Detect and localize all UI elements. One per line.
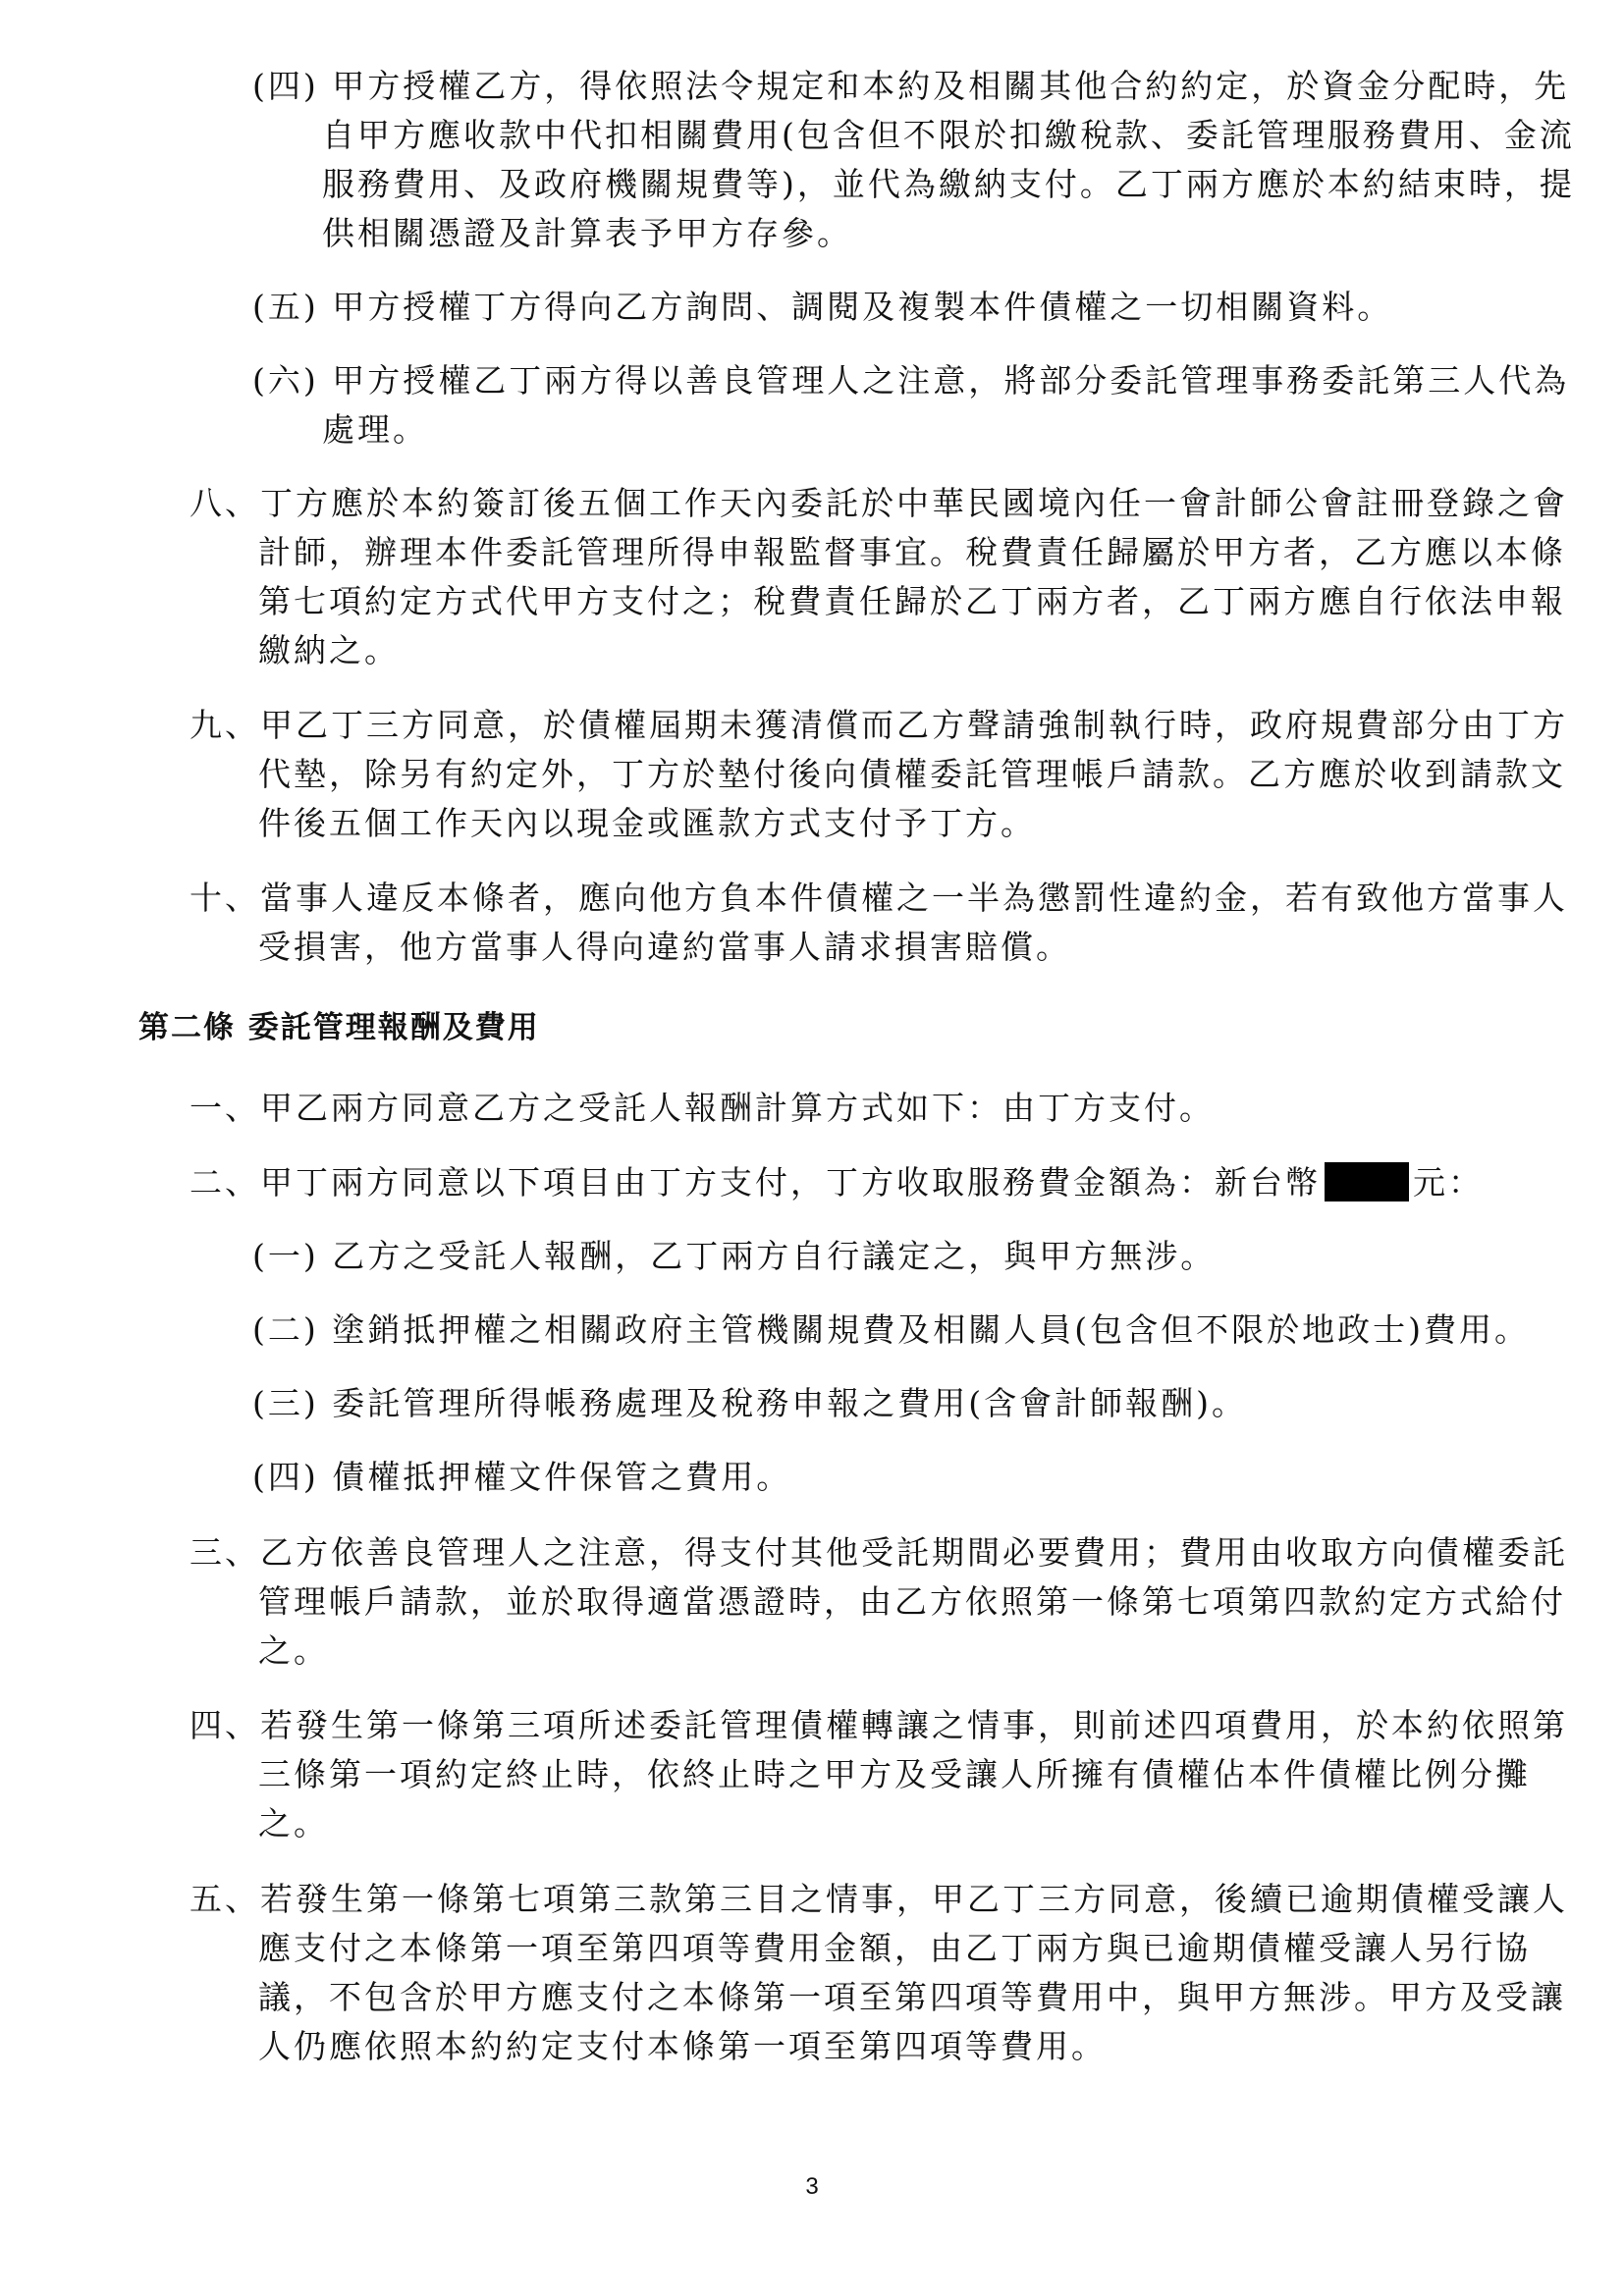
article-2-paragraph-1 [189, 1084, 1215, 1133]
text-line: 服務費用、及政府機關規費等)，並代為繳納支付。乙丁兩方應於本約結束時，提 [322, 165, 1575, 203]
text-line: 九、甲乙丁三方同意，於債權屆期未獲清償而乙方聲請強制執行時，政府規費部分由丁方 [189, 706, 1568, 744]
text-line: 管理帳戶請款，並於取得適當憑證時，由乙方依照第一條第七項第四款約定方式給付 [258, 1582, 1566, 1621]
fee-text-before: 二、甲丁兩方同意以下項目由丁方支付，丁方收取服務費金額為：新台幣 [189, 1163, 1321, 1201]
article-2-paragraph-4 [189, 1701, 1568, 1848]
text-line: 計師，辦理本件委託管理所得申報監督事宜。稅費責任歸屬於甲方者，乙方應以本條 [258, 533, 1566, 571]
text-line: 處理。 [322, 410, 428, 449]
page-number: 3 [805, 2173, 819, 2200]
text-line: 十、當事人違反本條者，應向他方負本件債權之一半為懲罰性違約金，若有致他方當事人 [189, 879, 1568, 917]
text-line: 之。 [258, 1631, 329, 1670]
article-2-subitem-3 [252, 1379, 1247, 1428]
clause-item-6 [252, 356, 1569, 454]
text-line: 一、甲乙兩方同意乙方之受託人報酬計算方式如下：由丁方支付。 [189, 1089, 1215, 1127]
text-line: 議，不包含於甲方應支付之本條第一項至第四項等費用中，與甲方無涉。甲方及受讓 [258, 1978, 1566, 2016]
clause-article-9 [189, 701, 1568, 848]
text-line: 受損害，他方當事人得向違約當事人請求損害賠償。 [258, 928, 1071, 966]
text-line: (五) 甲方授權丁方得向乙方詢問、調閱及複製本件債權之一切相關資料。 [252, 288, 1393, 326]
text-line: 自甲方應收款中代扣相關費用(包含但不限於扣繳稅款、委託管理服務費用、金流 [322, 116, 1575, 154]
text-line: (四) 甲方授權乙方，得依照法令規定和本約及相關其他合約約定，於資金分配時，先 [252, 67, 1570, 105]
text-line: 代墊，除另有約定外，丁方於墊付後向債權委託管理帳戶請款。乙方應於收到請款文 [258, 755, 1566, 793]
article-2-paragraph-3 [189, 1528, 1568, 1676]
text-line: 四、若發生第一條第三項所述委託管理債權轉讓之情事，則前述四項費用，於本約依照第 [189, 1706, 1568, 1744]
fee-text-after: 元： [1413, 1163, 1484, 1201]
text-line: 三條第一項約定終止時，依終止時之甲方及受讓人所擁有債權佔本件債權比例分攤 [258, 1755, 1531, 1793]
clause-item-5 [252, 283, 1392, 332]
article-2-paragraph-2 [189, 1158, 1484, 1207]
text-line: 五、若發生第一條第七項第三款第三目之情事，甲乙丁三方同意，後續已逾期債權受讓人 [189, 1880, 1568, 1918]
article-2-heading: 第二條 委託管理報酬及費用 [138, 1010, 540, 1045]
text-line: (三) 委託管理所得帳務處理及稅務申報之費用(含會計師報酬)。 [252, 1384, 1247, 1422]
redacted-amount [1325, 1162, 1409, 1201]
text-line: 繳納之。 [258, 631, 400, 669]
text-line: 人仍應依照本約約定支付本條第一項至第四項等費用。 [258, 2027, 1107, 2065]
text-line: (六) 甲方授權乙丁兩方得以善良管理人之注意，將部分委託管理事務委託第三人代為 [252, 361, 1570, 400]
text-line: (一) 乙方之受託人報酬，乙丁兩方自行議定之，與甲方無涉。 [252, 1237, 1217, 1275]
clause-article-8 [189, 479, 1568, 675]
text-line: 八、丁方應於本約簽訂後五個工作天內委託於中華民國境內任一會計師公會註冊登錄之會 [189, 484, 1568, 522]
text-line: 之。 [258, 1804, 329, 1842]
article-2-subitem-1 [252, 1232, 1216, 1281]
text-line: 件後五個工作天內以現金或匯款方式支付予丁方。 [258, 804, 1036, 842]
text-line: 第七項約定方式代甲方支付之；稅費責任歸於乙丁兩方者，乙丁兩方應自行依法申報 [258, 582, 1566, 620]
text-line: 供相關憑證及計算表予甲方存參。 [322, 214, 852, 252]
article-2-paragraph-5 [189, 1875, 1568, 2071]
text-line: 三、乙方依善良管理人之注意，得支付其他受託期間必要費用；費用由收取方向債權委託 [189, 1533, 1568, 1572]
article-2-subitem-2 [252, 1306, 1530, 1355]
clause-article-10 [189, 874, 1568, 972]
article-2-subitem-4 [252, 1453, 791, 1502]
clause-item-4 [252, 62, 1575, 258]
text-line: (二) 塗銷抵押權之相關政府主管機關規費及相關人員(包含但不限於地政士)費用。 [252, 1310, 1530, 1349]
text-line [189, 1158, 1484, 1207]
text-line: (四) 債權抵押權文件保管之費用。 [252, 1458, 792, 1496]
text-line: 應支付之本條第一項至第四項等費用金額，由乙丁兩方與已逾期債權受讓人另行協 [258, 1929, 1531, 1967]
